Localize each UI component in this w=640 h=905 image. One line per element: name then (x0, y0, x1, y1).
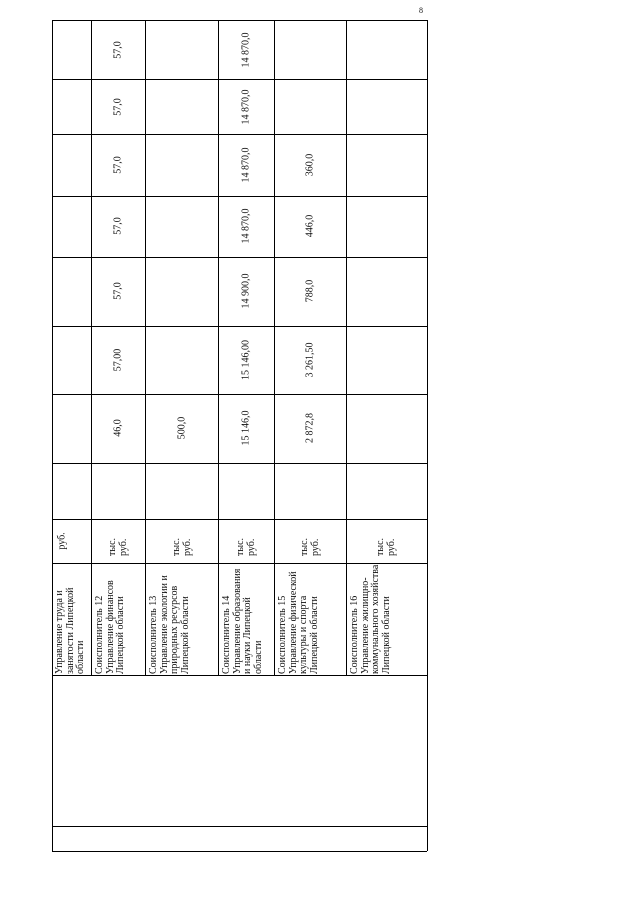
row-label: Соисполнитель 16 Управление жилищно-коммунального хозяйства Липецкой области (349, 564, 392, 674)
value-cell: 788,0 (304, 279, 316, 303)
grid-line (427, 20, 428, 851)
grid-line (52, 851, 427, 852)
unit-cell: руб. (56, 532, 68, 550)
value-cell: 46,0 (112, 419, 124, 437)
unit-cell: тыс. руб. (375, 537, 397, 556)
value-cell: 57,0 (112, 41, 124, 59)
grid-line (346, 20, 347, 675)
grid-line (274, 20, 275, 675)
grid-line (52, 826, 427, 827)
unit-cell: тыс. руб. (299, 537, 321, 556)
grid-line (52, 675, 427, 676)
value-cell: 14 870,0 (240, 147, 252, 183)
grid-line (52, 257, 427, 258)
grid-line (52, 79, 427, 80)
value-cell: 446,0 (304, 214, 316, 238)
page-number: 8 (419, 6, 423, 15)
grid-line (52, 134, 427, 135)
row-label: Соисполнитель 15 Управление физической культуры и спорта Липецкой области (277, 571, 320, 674)
value-cell: 3 261,50 (304, 342, 316, 378)
value-cell: 57,0 (112, 282, 124, 300)
value-cell: 57,0 (112, 217, 124, 235)
unit-cell: тыс. руб. (235, 537, 257, 556)
value-cell: 15 146,00 (240, 340, 252, 380)
value-cell: 57,0 (112, 156, 124, 174)
value-cell: 14 870,0 (240, 32, 252, 68)
grid-line (91, 20, 92, 675)
grid-line (145, 20, 146, 675)
row-label: Соисполнитель 13 Управление экологии и природных ресурсов Липецкой области (148, 575, 191, 674)
value-cell: 14 900,0 (240, 273, 252, 309)
value-cell: 500,0 (176, 416, 188, 440)
grid-line (52, 20, 427, 21)
unit-cell: тыс. руб. (107, 537, 129, 556)
unit-cell: тыс. руб. (171, 537, 193, 556)
value-cell: 14 870,0 (240, 89, 252, 125)
row-label: Управление труда и занятости Липецкой области (54, 587, 86, 674)
value-cell: 14 870,0 (240, 208, 252, 244)
value-cell: 57,0 (112, 98, 124, 116)
grid-line (218, 20, 219, 675)
grid-line (52, 394, 427, 395)
row-label: Соисполнитель 12 Управление финансов Липецкой области (94, 580, 126, 674)
grid-line (52, 196, 427, 197)
grid-line (52, 20, 53, 851)
value-cell: 360,0 (304, 153, 316, 177)
grid-line (52, 519, 427, 520)
value-cell: 57,00 (112, 348, 124, 372)
grid-line (52, 326, 427, 327)
value-cell: 2 872,8 (304, 413, 316, 443)
grid-line (52, 463, 427, 464)
row-label: Соисполнитель 14 Управление образования и науки Липецкой области (221, 568, 264, 674)
value-cell: 15 146,0 (240, 410, 252, 446)
